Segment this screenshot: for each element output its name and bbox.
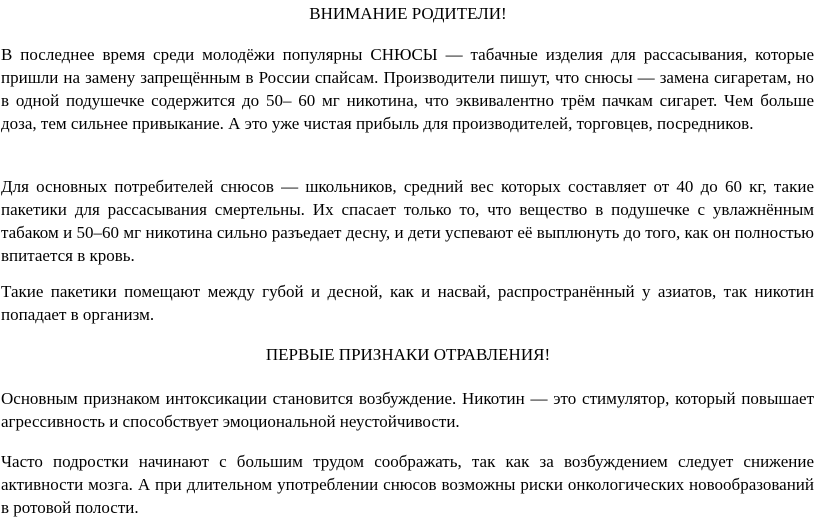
paragraph-snus-intro: В последнее время среди молодёжи популярны СНЮСЫ — табачные изделия для рассасывания, которые пришли на замену запрещённым в России спайсам. Производители пишут, что снюсы — замена сигаретам, но в одной подушечке содержится до 50– 60 мг никотина, что эквивалентно трём пачкам сигарет. Чем больше доза, тем сильнее привыкание. А это уже чистая прибыль для производителей, торговцев, посредников. [1,45,814,133]
page-title: ВНИМАНИЕ РОДИТЕЛИ! [309,4,507,23]
paragraph-schoolchildren: Для основных потребителей снюсов — школьников, средний вес которых составляет от 40 до 60 кг, такие пакетики для рассасывания смертельны. Их спасает только то, что вещество в подушечке с увлажнённым табаком и 50–60 мг никотина сильно разъедает десну, и дети успевают её выплюнуть до того, как он полностью впитается в кровь. [1,177,814,265]
paragraph-symptoms: Основным признаком интоксикации становится возбуждение. Никотин — это стимулятор, который повышает агрессивность и способствует эмоциональной неустойчивости. [1,389,814,431]
paragraph-usage: Такие пакетики помещают между губой и десной, как и насвай, распространённый у азиатов, так никотин попадает в организм. [1,282,814,324]
paragraph-long-term-risks: Часто подростки начинают с большим трудом соображать, так как за возбуждением следует снижение активности мозга. А при длительном употреблении снюсов возможны риски онкологических новообразований в ротовой полости. [1,452,814,517]
section-title: ПЕРВЫЕ ПРИЗНАКИ ОТРАВЛЕНИЯ! [265,345,551,364]
